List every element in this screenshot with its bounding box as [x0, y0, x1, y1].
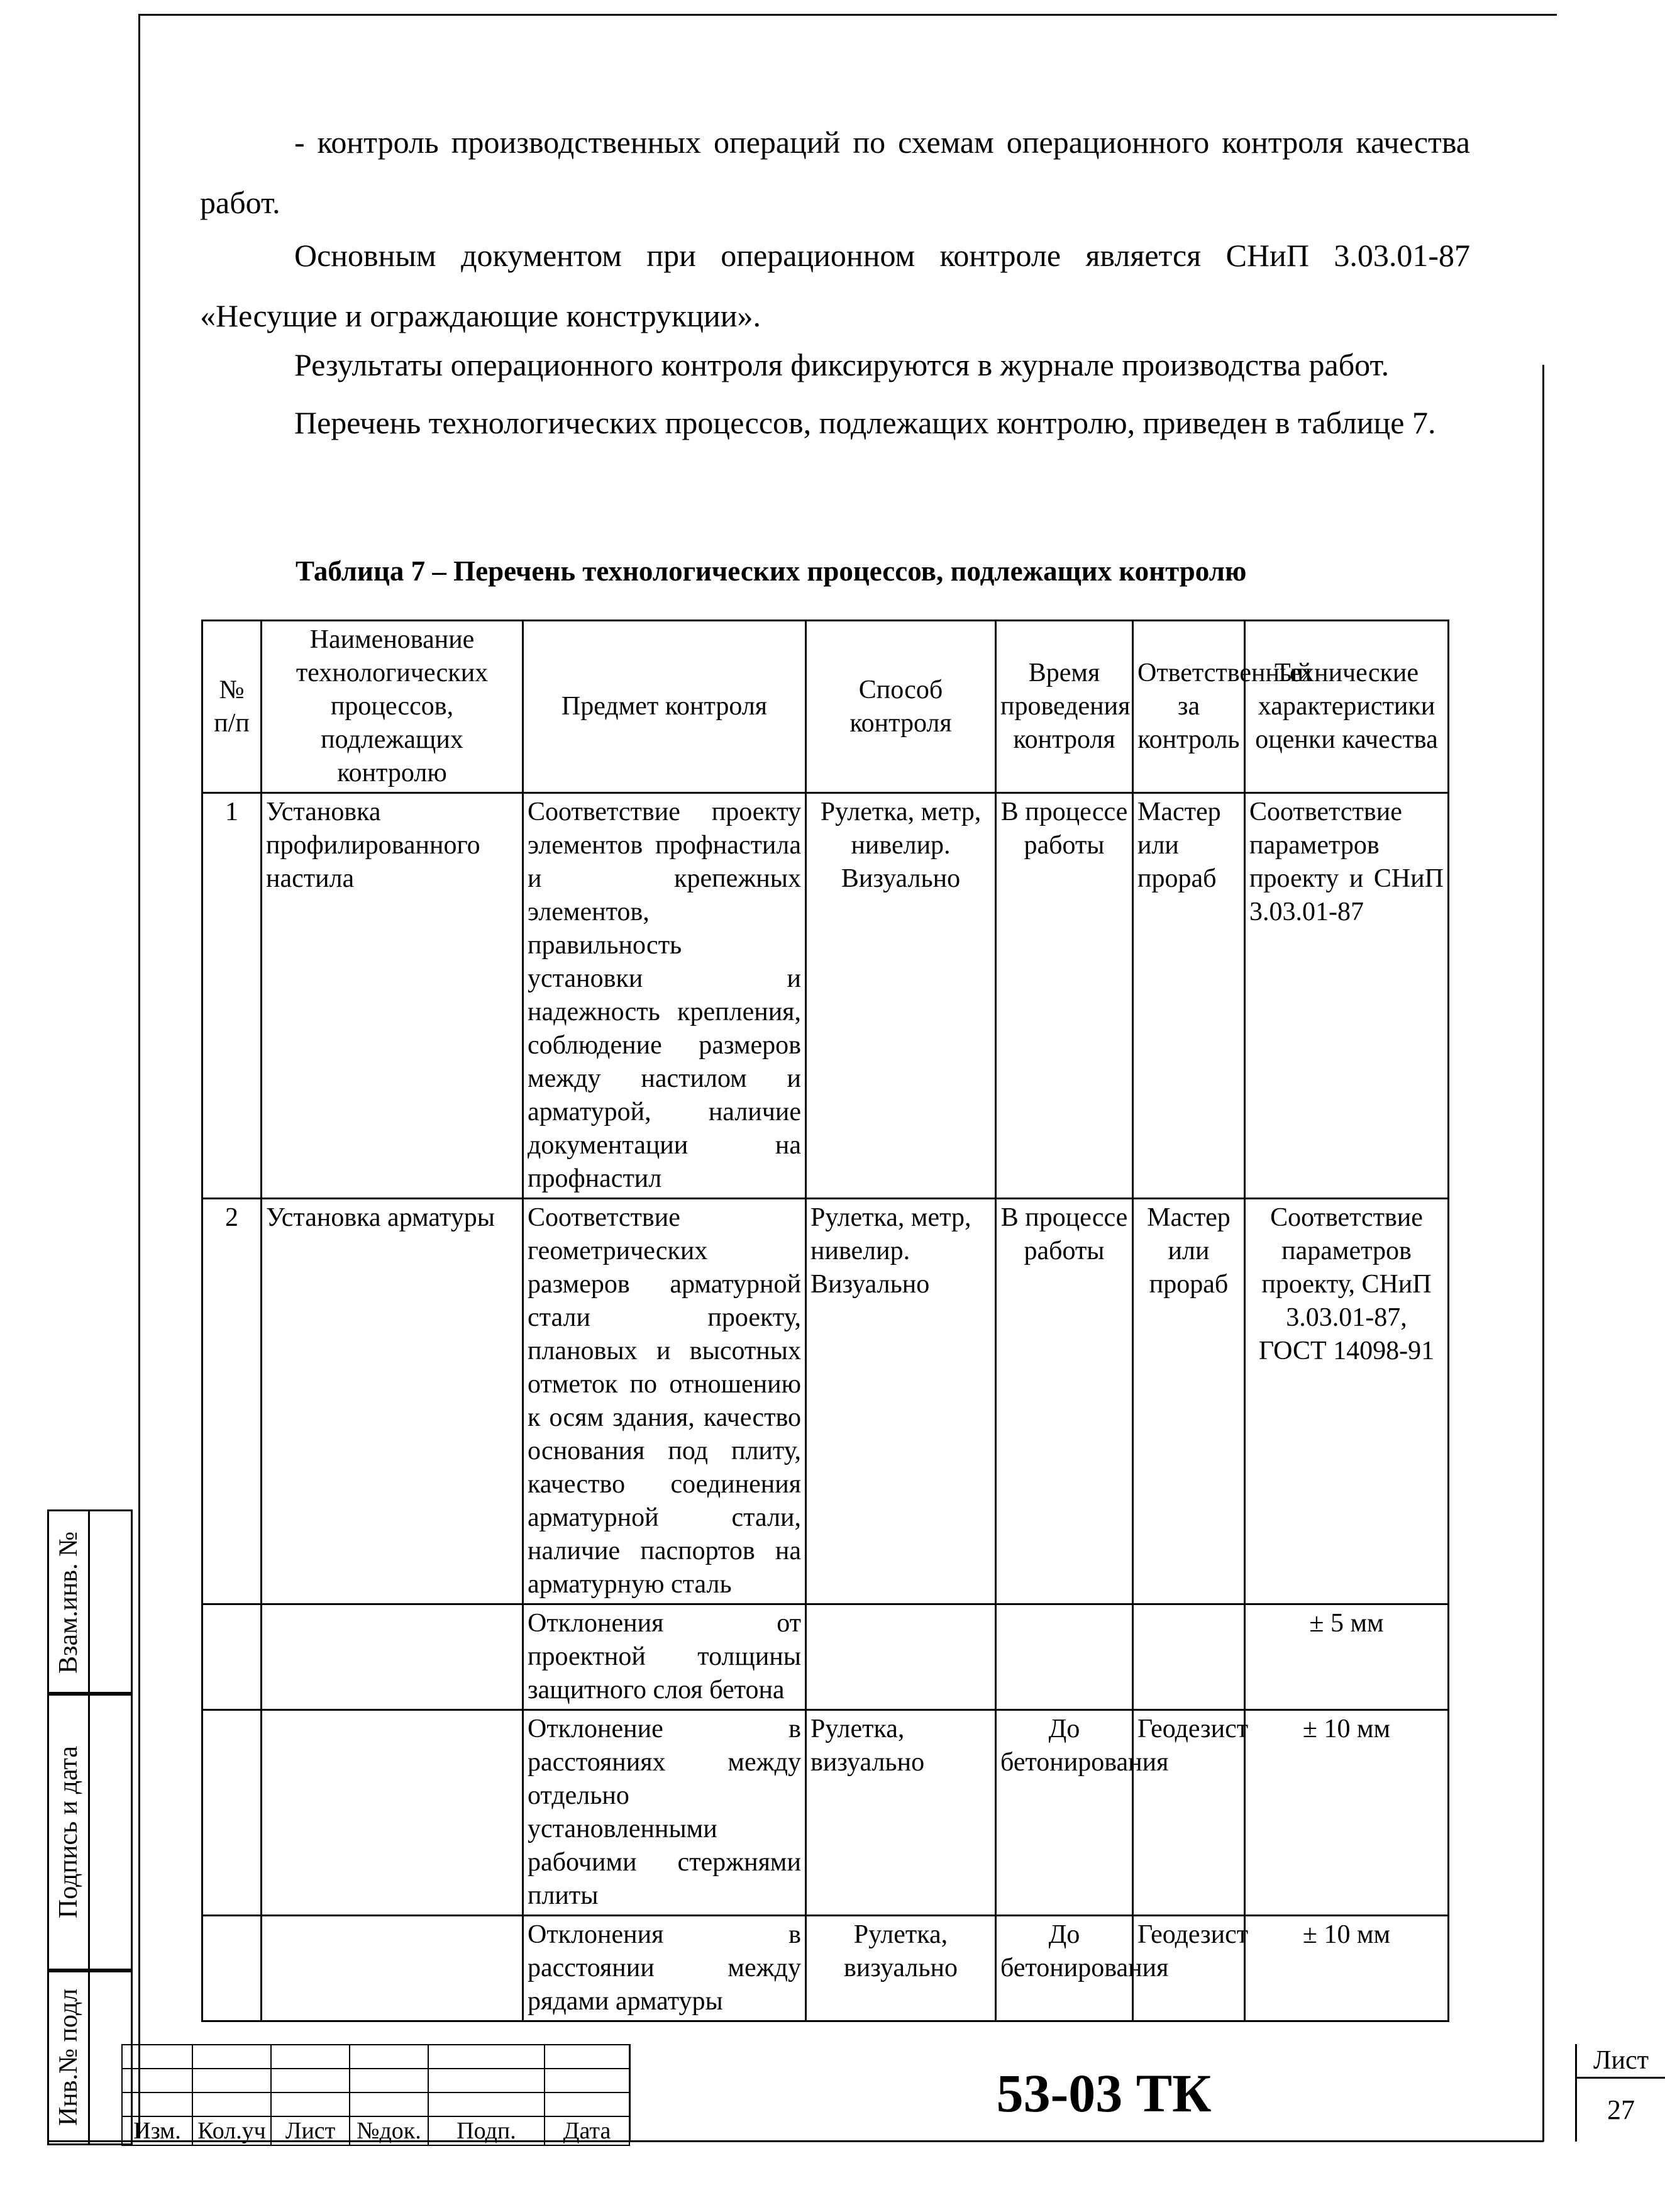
cell-subject: Соответствие геометрических размеров арматурной стали проекту, плановых и высотных отметок по отношению к осям здания, качество основания под плиту, качество соединения арматурной стали, наличие паспортов на арматурную сталь [523, 1199, 806, 1604]
table-header-row [202, 621, 1449, 793]
cell-time: В процессе работы [996, 793, 1133, 1199]
header-number: № п/п [202, 621, 262, 793]
cell-time: До бетонирования [996, 1916, 1133, 2021]
title-block [121, 2044, 1649, 2144]
cell-process: Установка профилированного настила [262, 793, 523, 1199]
cell-method: Рулетка, визуально [806, 1916, 996, 2021]
sheet-label: Лист [1577, 2044, 1665, 2079]
frame-left-line [138, 14, 140, 2138]
document-code: 53-03 ТК [629, 2044, 1577, 2142]
side-stamp-original-inv [47, 1969, 133, 2145]
cell-time [996, 1604, 1133, 1710]
col-change: Изм. [122, 2116, 192, 2145]
side-stamp-label: Подпись и дата [54, 1745, 83, 1919]
header-criteria: Технические характеристики оценки качества [1245, 621, 1449, 793]
cell-process [262, 1604, 523, 1710]
cell-subject: Отклонение в расстояниях между отдельно установленными рабочими стержнями плиты [523, 1710, 806, 1916]
revision-header-row [122, 2116, 629, 2145]
table-row [202, 1199, 1449, 1604]
frame-right-line [1542, 365, 1544, 2142]
side-stamp-label: Инв.№ подл [54, 1988, 83, 2126]
paragraph-process-list: Перечень технологических процессов, подлежащих контролю, приведен в таблице 7. [294, 405, 1436, 440]
cell-number [202, 1916, 262, 2021]
sheet-number: 27 [1607, 2094, 1635, 2125]
header-process: Наименование технологических процессов, подлежащих контролю [262, 621, 523, 793]
cell-time: До бетонирования [996, 1710, 1133, 1916]
cell-responsible: Мастер или прораб [1133, 793, 1245, 1199]
cell-number [202, 1710, 262, 1916]
control-table [201, 620, 1449, 2022]
frame-top-line [138, 14, 1557, 16]
col-doc-number: №док. [350, 2116, 428, 2145]
cell-method: Рулетка, визуально [806, 1710, 996, 1916]
revision-grid [121, 2044, 630, 2146]
cell-responsible [1133, 1604, 1245, 1710]
cell-subject: Отклонения в расстоянии между рядами арматуры [523, 1916, 806, 2021]
cell-responsible: Геодезист [1133, 1710, 1245, 1916]
paragraph-results: Результаты операционного контроля фиксируются в журнале производства работ. [294, 347, 1390, 382]
col-sheet: Лист [271, 2116, 350, 2145]
cell-time: В процессе работы [996, 1199, 1133, 1604]
cell-process [262, 1710, 523, 1916]
col-date: Дата [545, 2116, 629, 2145]
cell-number: 1 [202, 793, 262, 1199]
cell-number [202, 1604, 262, 1710]
cell-criteria: ± 10 мм [1245, 1916, 1449, 2021]
cell-criteria: ± 5 мм [1245, 1604, 1449, 1710]
paragraph-operations-control: - контроль производственных операций по схемам операционного контроля качества работ. [200, 125, 1470, 220]
sheet-box [1575, 2044, 1665, 2142]
table-row [202, 793, 1449, 1199]
cell-responsible: Геодезист [1133, 1916, 1245, 2021]
side-stamp-label: Взам.инв. № [54, 1531, 83, 1674]
cell-process [262, 1916, 523, 2021]
cell-criteria: Соответствие параметров проекту и СНиП 3.03.01-87 [1245, 793, 1449, 1199]
side-stamp-replacement-inv [47, 1509, 133, 1696]
cell-number: 2 [202, 1199, 262, 1604]
cell-method [806, 1604, 996, 1710]
table-caption: Таблица 7 – Перечень технологических процессов, подлежащих контролю [296, 555, 1247, 587]
cell-criteria: ± 10 мм [1245, 1710, 1449, 1916]
header-method: Способ контроля [806, 621, 996, 793]
header-responsible: Ответственный за контроль [1133, 621, 1245, 793]
col-signature: Подп. [428, 2116, 545, 2145]
cell-method: Рулетка, метр, нивелир. Визуально [806, 793, 996, 1199]
header-subject: Предмет контроля [523, 621, 806, 793]
header-time: Время проведения контроля [996, 621, 1133, 793]
cell-subject: Соответствие проекту элементов профнастила и крепежных элементов, правильность установки и надежность крепления, соблюдение размеров между настилом и арматурой, наличие документации на профнастил [523, 793, 806, 1199]
cell-process: Установка арматуры [262, 1199, 523, 1604]
cell-responsible: Мастер или прораб [1133, 1199, 1245, 1604]
cell-subject: Отклонения от проектной толщины защитного слоя бетона [523, 1604, 806, 1710]
cell-criteria: Соответствие параметров проекту, СНиП 3.03.01-87, ГОСТ 14098-91 [1245, 1199, 1449, 1604]
table-row [202, 1710, 1449, 1916]
table-row [202, 1916, 1449, 2021]
table-row [202, 1604, 1449, 1710]
col-quantity: Кол.уч [192, 2116, 271, 2145]
side-stamp-signature-date [47, 1692, 133, 1972]
cell-method: Рулетка, метр, нивелир. Визуально [806, 1199, 996, 1604]
paragraph-main-document: Основным документом при операционном контроле является СНиП 3.03.01-87 «Несущие и ограждающие конструкции». [200, 238, 1470, 333]
